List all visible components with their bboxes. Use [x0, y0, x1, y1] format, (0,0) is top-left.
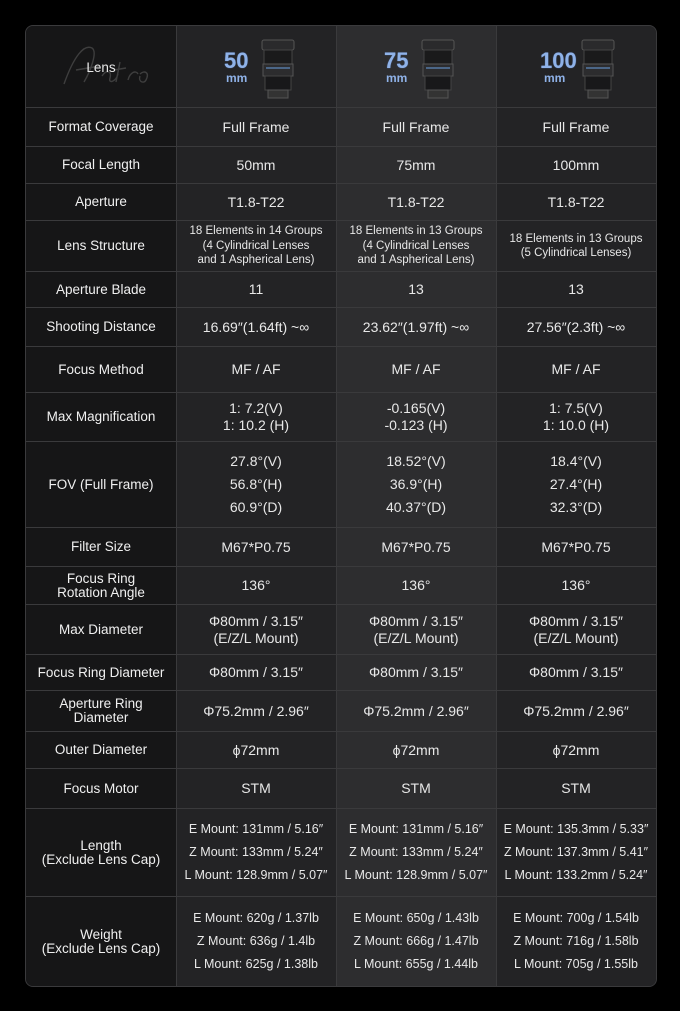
spec-value-line: 36.9°(H) — [389, 476, 443, 492]
spec-value — [496, 308, 656, 346]
spec-value — [496, 184, 656, 220]
spec-value — [176, 732, 336, 768]
header-row — [26, 26, 656, 108]
spec-value-line: (5 Cylindrical Lenses) — [520, 247, 632, 259]
spec-value — [176, 567, 336, 604]
spec-value-line: 13 — [408, 281, 424, 297]
spec-value — [176, 393, 336, 441]
spec-label-line: Aperture Ring — [59, 696, 143, 711]
spec-label-line: Aperture Blade — [55, 281, 147, 297]
spec-value-line: 13 — [568, 281, 584, 297]
spec-value-line: E Mount: 700g / 1.54lb — [513, 911, 639, 925]
spec-label — [26, 655, 176, 690]
spec-value — [336, 691, 496, 731]
spec-value-line: M67*P0.75 — [221, 538, 291, 555]
spec-value-line: Z Mount: 133mm / 5.24″ — [349, 845, 483, 859]
spec-value-line: M67*P0.75 — [541, 538, 611, 555]
spec-value-line: L Mount: 128.9mm / 5.07″ — [184, 868, 328, 882]
spec-value-line: L Mount: 705g / 1.55lb — [514, 957, 638, 971]
spec-value-line: 50mm — [236, 156, 276, 173]
spec-label-line: Filter Size — [70, 539, 131, 554]
spec-value — [336, 442, 496, 527]
spec-row — [26, 272, 656, 308]
spec-value-line: 75mm — [396, 156, 436, 173]
spec-value — [496, 769, 656, 808]
spec-label-line: (Exclude Lens Cap) — [41, 940, 161, 956]
spec-label-line: Focus Method — [58, 361, 144, 377]
focal-number-100: 100 — [540, 48, 577, 73]
lens-100mm-image — [578, 38, 618, 100]
spec-label-line: Focus Ring — [66, 570, 136, 586]
spec-value-line: Φ75.2mm / 2.96″ — [523, 702, 629, 719]
spec-row — [26, 147, 656, 184]
spec-value-line: 16.69″(1.64ft) ~∞ — [202, 318, 310, 335]
spec-label-line: Rotation Angle — [57, 584, 145, 600]
spec-value-line: STM — [241, 780, 271, 796]
spec-value — [336, 655, 496, 690]
spec-row — [26, 732, 656, 769]
spec-value — [336, 184, 496, 220]
spec-row — [26, 655, 656, 691]
spec-value-line: MF / AF — [231, 361, 281, 377]
spec-value — [496, 655, 656, 690]
spec-value-line: Φ80mm / 3.15″ — [529, 664, 623, 680]
spec-value — [336, 897, 496, 986]
spec-value-line: L Mount: 625g / 1.38lb — [194, 957, 318, 971]
spec-value-line: 60.9°(D) — [229, 499, 283, 515]
spec-label — [26, 147, 176, 183]
spec-value — [336, 809, 496, 896]
spec-value-line: E Mount: 650g / 1.43lb — [353, 911, 479, 925]
spec-value-line: Full Frame — [542, 118, 610, 135]
spec-value — [496, 221, 656, 271]
spec-value — [496, 393, 656, 441]
spec-value-line: and 1 Aspherical Lens) — [197, 254, 315, 267]
spec-value-line: Φ75.2mm / 2.96″ — [203, 702, 309, 719]
header-lens-label: Lens — [86, 59, 116, 75]
spec-value — [496, 442, 656, 527]
spec-value-line: -0.123 (H) — [384, 417, 448, 433]
spec-value-line: STM — [401, 780, 431, 796]
spec-value-line: Z Mount: 666g / 1.47lb — [353, 934, 479, 948]
spec-label — [26, 809, 176, 896]
spec-label-line: Outer Diameter — [54, 742, 148, 757]
spec-row — [26, 605, 656, 655]
spec-value-line: Full Frame — [382, 118, 450, 135]
spec-label — [26, 442, 176, 527]
spec-value-line: 1: 10.2 (H) — [222, 417, 290, 433]
spec-row — [26, 528, 656, 567]
spec-row — [26, 347, 656, 393]
spec-label — [26, 897, 176, 986]
spec-row — [26, 897, 656, 986]
spec-label — [26, 605, 176, 654]
spec-label — [26, 347, 176, 392]
spec-value-line: ϕ72mm — [232, 741, 280, 758]
spec-value — [496, 108, 656, 146]
spec-value — [176, 147, 336, 183]
spec-value — [176, 655, 336, 690]
spec-row — [26, 442, 656, 528]
lens-100mm-header — [496, 26, 656, 108]
spec-label — [26, 528, 176, 566]
spec-value-line: E Mount: 131mm / 5.16″ — [188, 822, 324, 836]
spec-value-line: Z Mount: 137.3mm / 5.41″ — [503, 845, 649, 859]
spec-value-line: Φ80mm / 3.15″ — [209, 664, 303, 680]
spec-value-line: 11 — [248, 281, 264, 297]
spec-value-line: Full Frame — [222, 118, 290, 135]
spec-label — [26, 272, 176, 307]
spec-value — [496, 897, 656, 986]
spec-value-line: 27.4°(H) — [549, 476, 603, 492]
spec-value-line: 18 Elements in 13 Groups — [349, 225, 483, 238]
spec-value — [176, 809, 336, 896]
spec-value — [336, 347, 496, 392]
spec-value — [176, 308, 336, 346]
header-label-cell — [26, 26, 176, 108]
spec-label — [26, 108, 176, 146]
spec-label-line: Focus Motor — [63, 780, 139, 796]
spec-value — [496, 605, 656, 654]
spec-value-line: (4 Cylindrical Lenses — [362, 239, 470, 252]
spec-value-line: -0.165(V) — [386, 400, 446, 416]
spec-value-line: Z Mount: 636g / 1.4lb — [196, 934, 316, 948]
spec-value-line: T1.8-T22 — [227, 193, 285, 210]
spec-value — [496, 691, 656, 731]
spec-value — [496, 272, 656, 307]
spec-value-line: 40.37°(D) — [385, 499, 447, 515]
spec-label-line: Shooting Distance — [46, 319, 156, 334]
lens-50mm-header — [176, 26, 336, 108]
spec-value-line: STM — [561, 780, 591, 796]
spec-value — [336, 567, 496, 604]
spec-value-line: MF / AF — [551, 361, 601, 377]
spec-value-line: Z Mount: 716g / 1.58lb — [513, 934, 639, 948]
spec-value — [496, 732, 656, 768]
spec-value — [176, 108, 336, 146]
spec-value — [496, 528, 656, 566]
focal-unit-50: mm — [226, 71, 248, 85]
spec-value — [336, 108, 496, 146]
spec-value-line: 18.4°(V) — [550, 453, 602, 469]
spec-value — [176, 272, 336, 307]
spec-value-line: Φ80mm / 3.15″ — [529, 612, 623, 629]
spec-value-line: 136° — [561, 577, 591, 593]
spec-value — [336, 221, 496, 271]
spec-value-line: L Mount: 128.9mm / 5.07″ — [344, 868, 488, 882]
spec-value-line: 27.56″(2.3ft) ~∞ — [526, 318, 626, 335]
spec-value-line: M67*P0.75 — [381, 538, 451, 555]
spec-label-line: Max Diameter — [58, 621, 144, 637]
spec-label-line: Lens Structure — [57, 238, 145, 253]
spec-value-line: Φ80mm / 3.15″ — [209, 612, 303, 629]
spec-value — [336, 732, 496, 768]
spec-value-line: 100mm — [552, 156, 600, 173]
lens-75mm-header — [336, 26, 496, 108]
spec-value-line: 136° — [241, 577, 271, 593]
spec-row — [26, 691, 656, 732]
spec-value-line: E Mount: 131mm / 5.16″ — [348, 822, 484, 836]
spec-row — [26, 221, 656, 272]
spec-label — [26, 769, 176, 808]
spec-value-line: 32.3°(D) — [549, 499, 603, 515]
spec-label-line: Max Magnification — [46, 409, 156, 424]
spec-value-line: 1: 7.5(V) — [549, 400, 603, 416]
spec-value — [176, 605, 336, 654]
spec-table — [25, 25, 657, 987]
spec-label-line: Diameter — [73, 710, 129, 725]
spec-value-line: 18.52°(V) — [386, 453, 446, 469]
spec-value — [496, 147, 656, 183]
spec-value-line: 1: 7.2(V) — [229, 400, 283, 416]
spec-value — [336, 308, 496, 346]
spec-value-line: (E/Z/L Mount) — [373, 629, 459, 646]
spec-row — [26, 308, 656, 347]
spec-value-line: 136° — [401, 577, 431, 593]
spec-value-line: 23.62″(1.97ft) ~∞ — [362, 318, 470, 335]
spec-value-line: 18 Elements in 13 Groups — [509, 232, 643, 245]
spec-label-line: FOV (Full Frame) — [48, 476, 154, 492]
lens-75mm-image — [418, 38, 458, 100]
spec-value — [176, 221, 336, 271]
spec-value-line: E Mount: 620g / 1.37lb — [193, 911, 319, 925]
spec-value — [176, 769, 336, 808]
spec-value — [336, 769, 496, 808]
spec-row — [26, 108, 656, 147]
spec-value-line: L Mount: 133.2mm / 5.24″ — [504, 868, 648, 882]
spec-label-line: Length — [80, 837, 122, 853]
spec-value-line: ϕ72mm — [552, 741, 600, 758]
spec-value — [176, 691, 336, 731]
spec-value-line: Φ80mm / 3.15″ — [369, 612, 463, 629]
spec-row — [26, 184, 656, 221]
spec-label-line: Focal Length — [61, 157, 141, 172]
spec-row — [26, 809, 656, 897]
spec-value — [176, 897, 336, 986]
spec-value-line: Φ75.2mm / 2.96″ — [363, 702, 469, 719]
spec-value-line: ϕ72mm — [392, 741, 440, 758]
spec-value — [496, 347, 656, 392]
spec-value — [176, 184, 336, 220]
spec-value-line: L Mount: 655g / 1.44lb — [354, 957, 478, 971]
focal-unit-100: mm — [544, 71, 566, 85]
spec-label-line: Focus Ring Diameter — [37, 664, 165, 680]
spec-value-line: E Mount: 135.3mm / 5.33″ — [503, 822, 649, 836]
focal-number-50: 50 — [224, 48, 249, 73]
spec-value — [336, 147, 496, 183]
spec-value-line: 56.8°(H) — [229, 476, 283, 492]
spec-label — [26, 221, 176, 271]
focal-unit-75: mm — [386, 71, 408, 85]
spec-value — [336, 605, 496, 654]
spec-value-line: 1: 10.0 (H) — [542, 417, 610, 433]
spec-value-line: Z Mount: 133mm / 5.24″ — [189, 845, 323, 859]
spec-label-line: Aperture — [75, 194, 127, 209]
spec-value — [336, 393, 496, 441]
lens-50mm-image — [258, 38, 298, 100]
spec-value-line: Φ80mm / 3.15″ — [369, 664, 463, 680]
spec-label — [26, 691, 176, 731]
spec-value-line: (E/Z/L Mount) — [213, 629, 299, 646]
spec-value-line: 18 Elements in 14 Groups — [189, 225, 323, 238]
spec-value-line: (4 Cylindrical Lenses — [202, 239, 310, 252]
spec-value — [176, 528, 336, 566]
spec-label — [26, 184, 176, 220]
spec-label — [26, 567, 176, 604]
spec-value-line: T1.8-T22 — [387, 193, 445, 210]
spec-label-line: Format Coverage — [48, 119, 154, 134]
spec-value — [176, 347, 336, 392]
spec-label — [26, 393, 176, 441]
spec-label — [26, 308, 176, 346]
spec-label — [26, 732, 176, 768]
spec-row — [26, 769, 656, 809]
spec-value — [336, 272, 496, 307]
spec-row — [26, 393, 656, 442]
focal-number-75: 75 — [384, 48, 409, 73]
spec-value-line: (E/Z/L Mount) — [533, 629, 619, 646]
spec-row — [26, 567, 656, 605]
spec-value — [176, 442, 336, 527]
spec-value-line: T1.8-T22 — [547, 193, 605, 210]
spec-label-line: Weight — [80, 926, 122, 942]
spec-value-line: and 1 Aspherical Lens) — [357, 254, 475, 267]
spec-value — [336, 528, 496, 566]
spec-value-line: 27.8°(V) — [230, 453, 282, 469]
spec-value — [496, 809, 656, 896]
spec-value-line: MF / AF — [391, 361, 441, 377]
spec-label-line: (Exclude Lens Cap) — [41, 851, 161, 867]
spec-value — [496, 567, 656, 604]
